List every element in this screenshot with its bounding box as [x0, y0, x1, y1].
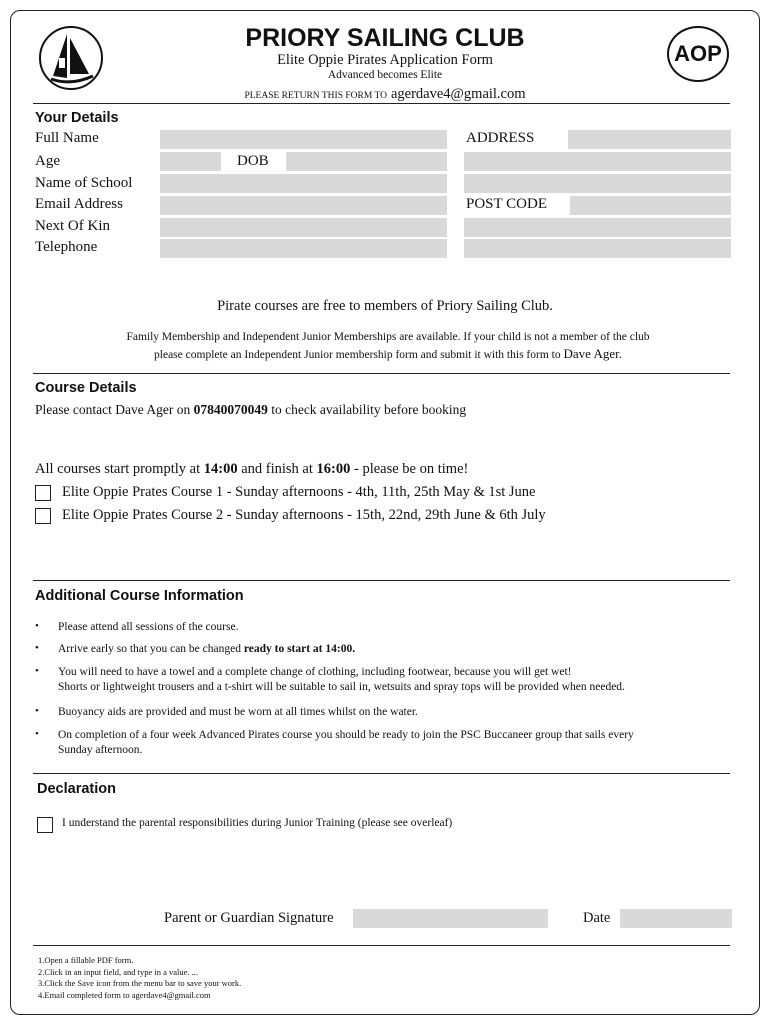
info-bullet-1: Please attend all sessions of the course.	[58, 621, 239, 633]
school-label: Name of School	[35, 175, 133, 191]
date-label: Date	[583, 910, 611, 926]
info-bullet-2-bold: ready to start at 14:00.	[243, 643, 356, 655]
free-courses-note: Pirate courses are free to members of Priory Sailing Club.	[217, 298, 553, 314]
additional-info-heading: Additional Course Information	[35, 588, 244, 604]
post-code-label: POST CODE	[466, 196, 547, 212]
info-bullet-5-line-2: Sunday afternoon.	[58, 744, 143, 756]
school-field[interactable]	[160, 174, 447, 193]
bullet-dot: •	[35, 705, 39, 717]
course-times-line	[35, 461, 468, 478]
extra-field-2[interactable]	[464, 239, 731, 258]
membership-line-2-text: please complete an Independent Junior membership form and submit it with this form to	[154, 349, 561, 361]
course-1-checkbox[interactable]	[35, 485, 51, 501]
info-bullet-3-line-2: Shorts or lightweight trousers and a t-shirt will be suitable to sail in, wetsuits and spray tops will be provided when needed.	[58, 681, 625, 693]
declaration-checkbox[interactable]	[37, 817, 53, 833]
start-mid: and finish at	[241, 461, 313, 477]
course-1-label: Elite Oppie Prates Course 1 - Sunday afternoons - 4th, 11th, 25th May & 1st June	[62, 484, 536, 500]
aop-badge: AOP	[667, 26, 729, 82]
dob-label: DOB	[237, 153, 269, 169]
start-suffix: - please be on time!	[353, 461, 469, 477]
instruction-item: 2.Click in an input field, and type in a value. ...	[38, 966, 199, 977]
age-field[interactable]	[160, 152, 221, 171]
info-bullet-3	[58, 665, 738, 695]
instruction-item: 4.Email completed form to agerdave4@gmail.com	[38, 989, 211, 1000]
declaration-heading: Declaration	[37, 781, 116, 797]
divider	[33, 103, 730, 104]
telephone-field[interactable]	[160, 239, 447, 258]
contact-line	[35, 402, 466, 418]
date-field[interactable]	[620, 909, 732, 928]
info-bullet-5-line-1: On completion of a four week Advanced Pirates course you should be ready to join the PSC Buccaneer group that sails every	[58, 729, 634, 741]
your-details-heading: Your Details	[35, 110, 119, 126]
post-code-field[interactable]	[570, 196, 731, 215]
next-of-kin-label: Next Of Kin	[35, 218, 110, 234]
instruction-item: 3.Click the Save icon from the menu bar to save your work.	[38, 978, 242, 988]
return-email: agerdave4@gmail.com	[390, 86, 526, 102]
contact-prefix: Please contact Dave Ager on	[35, 402, 191, 417]
course-2-checkbox[interactable]	[35, 508, 51, 524]
return-line	[0, 85, 770, 103]
extra-field-1[interactable]	[464, 218, 731, 237]
info-bullet-2-text: Arrive early so that you can be changed	[58, 643, 241, 655]
divider	[33, 580, 730, 581]
info-bullet-3-line-1: You will need to have a towel and a complete change of clothing, including footwear, because you will get wet!	[58, 666, 572, 678]
address-field-2[interactable]	[464, 152, 731, 171]
signature-label: Parent or Guardian Signature	[164, 910, 334, 926]
divider	[33, 773, 730, 774]
course-details-heading: Course Details	[35, 380, 137, 396]
membership-line-1: Family Membership and Independent Junior Memberships are available. If your child is not a member of the club	[126, 331, 650, 343]
contact-phone: 07840070049	[193, 402, 268, 417]
course-2-label: Elite Oppie Prates Course 2 - Sunday afternoons - 15th, 22nd, 29th June & 6th July	[62, 507, 546, 523]
form-tagline: Advanced becomes Elite	[327, 69, 443, 81]
info-bullet-5	[58, 728, 738, 758]
contact-suffix: to check availability before booking	[271, 402, 467, 417]
email-label: Email Address	[35, 196, 123, 212]
full-name-label: Full Name	[35, 130, 99, 146]
divider	[33, 945, 730, 946]
start-prefix: All courses start promptly at	[35, 461, 201, 477]
divider	[33, 373, 730, 374]
instructions-list	[38, 955, 241, 1001]
membership-line-2	[0, 346, 770, 362]
membership-contact-name: Dave Ager.	[563, 346, 622, 361]
address-field-1[interactable]	[568, 130, 731, 149]
club-title: PRIORY SAILING CLUB	[245, 24, 525, 52]
address-label: ADDRESS	[466, 130, 535, 146]
next-of-kin-field[interactable]	[160, 218, 447, 237]
telephone-label: Telephone	[35, 239, 98, 255]
bullet-dot: •	[35, 620, 39, 632]
bullet-dot: •	[35, 642, 39, 654]
bullet-dot: •	[35, 665, 39, 677]
end-time: 16:00	[316, 461, 351, 477]
start-time: 14:00	[203, 461, 238, 477]
address-field-3[interactable]	[464, 174, 731, 193]
instruction-item: 1.Open a fillable PDF form.	[38, 955, 134, 965]
bullet-dot: •	[35, 728, 39, 740]
full-name-field[interactable]	[160, 130, 447, 149]
signature-field[interactable]	[353, 909, 548, 928]
form-subtitle: Elite Oppie Pirates Application Form	[277, 52, 493, 68]
return-label: PLEASE RETURN THIS FORM TO	[244, 91, 387, 101]
info-bullet-2	[58, 642, 738, 657]
age-label: Age	[35, 153, 60, 169]
dob-field[interactable]	[286, 152, 447, 171]
info-bullet-4: Buoyancy aids are provided and must be worn at all times whilst on the water.	[58, 706, 418, 718]
email-field[interactable]	[160, 196, 447, 215]
declaration-statement: I understand the parental responsibilities during Junior Training (please see overleaf)	[62, 817, 453, 829]
